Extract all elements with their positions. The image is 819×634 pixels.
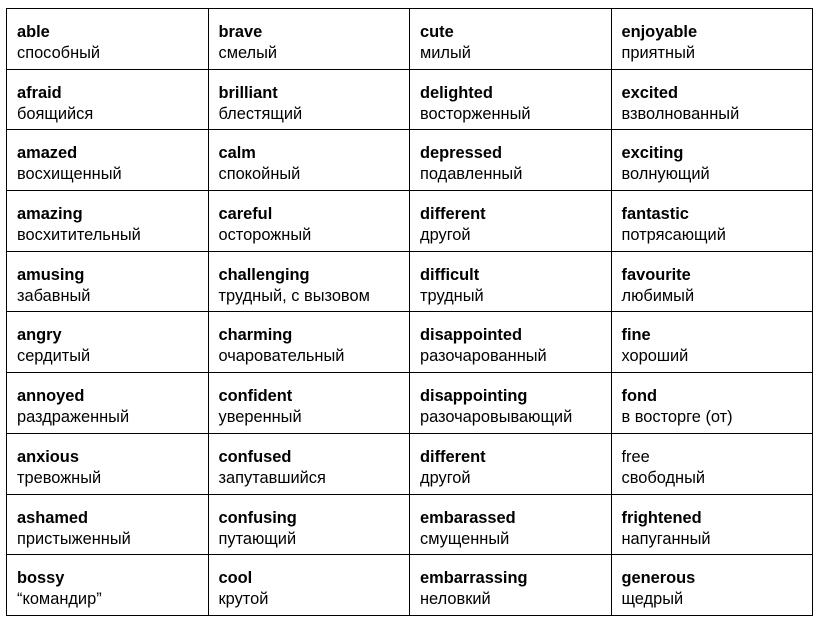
russian-translation: крутой bbox=[218, 590, 269, 609]
word-cell bbox=[611, 373, 813, 434]
word-entry bbox=[622, 434, 813, 489]
russian-translation: потрясающий bbox=[621, 226, 726, 245]
word-cell bbox=[611, 251, 813, 312]
word-entry bbox=[420, 312, 611, 367]
word-cell bbox=[611, 312, 813, 373]
word-entry bbox=[219, 434, 410, 489]
word-cell bbox=[7, 555, 209, 616]
word-cell bbox=[208, 251, 410, 312]
word-entry bbox=[622, 312, 813, 367]
word-cell bbox=[208, 494, 410, 555]
word-cell bbox=[7, 494, 209, 555]
word-entry bbox=[219, 373, 410, 428]
word-entry bbox=[622, 495, 813, 550]
russian-translation: трудный bbox=[420, 286, 484, 305]
table-row bbox=[7, 191, 813, 252]
word-entry bbox=[17, 373, 208, 428]
word-entry bbox=[420, 130, 611, 185]
word-cell bbox=[208, 373, 410, 434]
word-entry bbox=[17, 434, 208, 489]
russian-translation: другой bbox=[420, 226, 471, 245]
english-word: anxious bbox=[17, 447, 79, 466]
word-cell bbox=[7, 433, 209, 494]
word-cell bbox=[611, 9, 813, 70]
russian-translation: щедрый bbox=[621, 590, 684, 609]
word-entry bbox=[17, 9, 208, 64]
word-cell bbox=[410, 251, 612, 312]
word-cell bbox=[611, 130, 813, 191]
word-cell bbox=[410, 433, 612, 494]
english-word: free bbox=[621, 447, 650, 466]
word-entry bbox=[219, 70, 410, 125]
english-word: confusing bbox=[218, 508, 297, 527]
vocabulary-table-body bbox=[7, 9, 813, 616]
english-word: different bbox=[420, 205, 486, 224]
english-word: able bbox=[17, 23, 50, 41]
word-cell bbox=[410, 130, 612, 191]
word-entry bbox=[17, 312, 208, 367]
word-cell bbox=[208, 69, 410, 130]
word-entry bbox=[219, 312, 410, 367]
word-cell bbox=[410, 494, 612, 555]
word-cell bbox=[208, 130, 410, 191]
russian-translation: другой bbox=[420, 468, 471, 487]
english-word: ashamed bbox=[17, 508, 89, 527]
word-cell bbox=[410, 69, 612, 130]
russian-translation: “командир” bbox=[17, 590, 102, 609]
word-cell bbox=[611, 433, 813, 494]
word-cell bbox=[7, 69, 209, 130]
word-cell bbox=[208, 433, 410, 494]
english-word: cute bbox=[420, 23, 454, 41]
russian-translation: подавленный bbox=[420, 165, 523, 184]
word-entry bbox=[420, 70, 611, 125]
table-row bbox=[7, 433, 813, 494]
english-word: brilliant bbox=[218, 83, 278, 102]
word-entry bbox=[17, 130, 208, 185]
table-row bbox=[7, 373, 813, 434]
russian-translation: способный bbox=[17, 44, 101, 62]
english-word: enjoyable bbox=[621, 23, 698, 41]
english-word: brave bbox=[218, 23, 263, 41]
russian-translation: смущенный bbox=[420, 529, 510, 548]
english-word: frightened bbox=[621, 508, 702, 527]
word-entry bbox=[219, 555, 410, 610]
word-entry bbox=[622, 555, 813, 610]
word-cell bbox=[7, 312, 209, 373]
english-word: cool bbox=[218, 569, 253, 588]
word-cell bbox=[410, 9, 612, 70]
english-word: amusing bbox=[17, 265, 85, 284]
english-word: confused bbox=[218, 447, 292, 466]
table-row bbox=[7, 494, 813, 555]
word-entry bbox=[622, 373, 813, 428]
word-cell bbox=[410, 312, 612, 373]
word-entry bbox=[219, 252, 410, 307]
word-cell bbox=[208, 555, 410, 616]
word-cell bbox=[611, 69, 813, 130]
vocabulary-table bbox=[6, 8, 813, 616]
english-word: depressed bbox=[420, 144, 502, 163]
word-cell bbox=[7, 251, 209, 312]
russian-translation: трудный, с вызовом bbox=[218, 286, 370, 305]
word-cell bbox=[7, 9, 209, 70]
word-entry bbox=[17, 191, 208, 246]
english-word: disappointing bbox=[420, 387, 528, 406]
english-word: angry bbox=[17, 326, 62, 345]
english-word: calm bbox=[218, 144, 256, 163]
russian-translation: боящийся bbox=[17, 104, 94, 123]
russian-translation: пристыженный bbox=[17, 529, 131, 548]
word-entry bbox=[622, 191, 813, 246]
english-word: delighted bbox=[420, 83, 493, 102]
word-cell bbox=[208, 9, 410, 70]
english-word: difficult bbox=[420, 265, 480, 284]
word-entry bbox=[17, 70, 208, 125]
word-cell bbox=[410, 555, 612, 616]
russian-translation: приятный bbox=[621, 44, 696, 62]
word-entry bbox=[622, 130, 813, 185]
english-word: embarrassing bbox=[420, 569, 528, 588]
word-entry bbox=[420, 191, 611, 246]
russian-translation: неловкий bbox=[420, 590, 491, 609]
russian-translation: любимый bbox=[621, 286, 695, 305]
word-cell bbox=[208, 191, 410, 252]
russian-translation: очаровательный bbox=[218, 347, 345, 366]
word-entry bbox=[420, 373, 611, 428]
russian-translation: осторожный bbox=[218, 226, 312, 245]
english-word: challenging bbox=[218, 265, 310, 284]
russian-translation: забавный bbox=[17, 286, 91, 305]
word-cell bbox=[611, 494, 813, 555]
word-entry bbox=[420, 9, 611, 64]
english-word: amazed bbox=[17, 144, 78, 163]
russian-translation: уверенный bbox=[218, 408, 302, 427]
english-word: generous bbox=[621, 569, 696, 588]
english-word: amazing bbox=[17, 205, 83, 224]
russian-translation: смелый bbox=[218, 44, 278, 62]
word-entry bbox=[17, 555, 208, 610]
word-cell bbox=[7, 373, 209, 434]
english-word: fond bbox=[621, 387, 657, 406]
english-word: disappointed bbox=[420, 326, 522, 345]
table-row bbox=[7, 555, 813, 616]
word-entry bbox=[219, 495, 410, 550]
english-word: annoyed bbox=[17, 387, 85, 406]
word-entry bbox=[219, 9, 410, 64]
table-row bbox=[7, 312, 813, 373]
table-row bbox=[7, 69, 813, 130]
table-row bbox=[7, 9, 813, 70]
english-word: different bbox=[420, 447, 486, 466]
russian-translation: взволнованный bbox=[621, 104, 740, 123]
russian-translation: свободный bbox=[621, 468, 706, 487]
word-cell bbox=[611, 555, 813, 616]
russian-translation: раздраженный bbox=[17, 408, 130, 427]
word-cell bbox=[410, 191, 612, 252]
russian-translation: хороший bbox=[621, 347, 689, 366]
table-row bbox=[7, 130, 813, 191]
english-word: fantastic bbox=[621, 205, 689, 224]
russian-translation: блестящий bbox=[218, 104, 303, 123]
russian-translation: напуганный bbox=[621, 529, 711, 548]
russian-translation: волнующий bbox=[621, 165, 710, 184]
english-word: bossy bbox=[17, 569, 65, 588]
russian-translation: тревожный bbox=[17, 468, 102, 487]
russian-translation: восхитительный bbox=[17, 226, 141, 245]
word-entry bbox=[17, 495, 208, 550]
word-cell bbox=[7, 130, 209, 191]
word-entry bbox=[420, 495, 611, 550]
english-word: excited bbox=[621, 83, 678, 102]
word-cell bbox=[208, 312, 410, 373]
english-word: careful bbox=[218, 205, 273, 224]
english-word: fine bbox=[621, 326, 651, 345]
russian-translation: разочарованный bbox=[420, 347, 547, 366]
word-cell bbox=[410, 373, 612, 434]
word-entry bbox=[219, 191, 410, 246]
russian-translation: разочаровывающий bbox=[420, 408, 573, 427]
russian-translation: в восторге (от) bbox=[621, 408, 733, 427]
english-word: favourite bbox=[621, 265, 691, 284]
russian-translation: запутавшийся bbox=[218, 468, 326, 487]
russian-translation: сердитый bbox=[17, 347, 91, 366]
word-entry bbox=[622, 70, 813, 125]
table-row bbox=[7, 251, 813, 312]
word-entry bbox=[622, 9, 813, 64]
russian-translation: милый bbox=[420, 44, 471, 62]
english-word: exciting bbox=[621, 144, 684, 163]
word-cell bbox=[611, 191, 813, 252]
word-entry bbox=[622, 252, 813, 307]
word-cell bbox=[7, 191, 209, 252]
russian-translation: восторженный bbox=[420, 104, 531, 123]
word-entry bbox=[219, 130, 410, 185]
english-word: embarassed bbox=[420, 508, 516, 527]
word-entry bbox=[17, 252, 208, 307]
word-entry bbox=[420, 434, 611, 489]
english-word: confident bbox=[218, 387, 293, 406]
word-entry bbox=[420, 555, 611, 610]
word-entry bbox=[420, 252, 611, 307]
english-word: charming bbox=[218, 326, 293, 345]
russian-translation: спокойный bbox=[218, 165, 301, 184]
russian-translation: восхищенный bbox=[17, 165, 122, 184]
english-word: afraid bbox=[17, 83, 62, 102]
russian-translation: путающий bbox=[218, 529, 297, 548]
